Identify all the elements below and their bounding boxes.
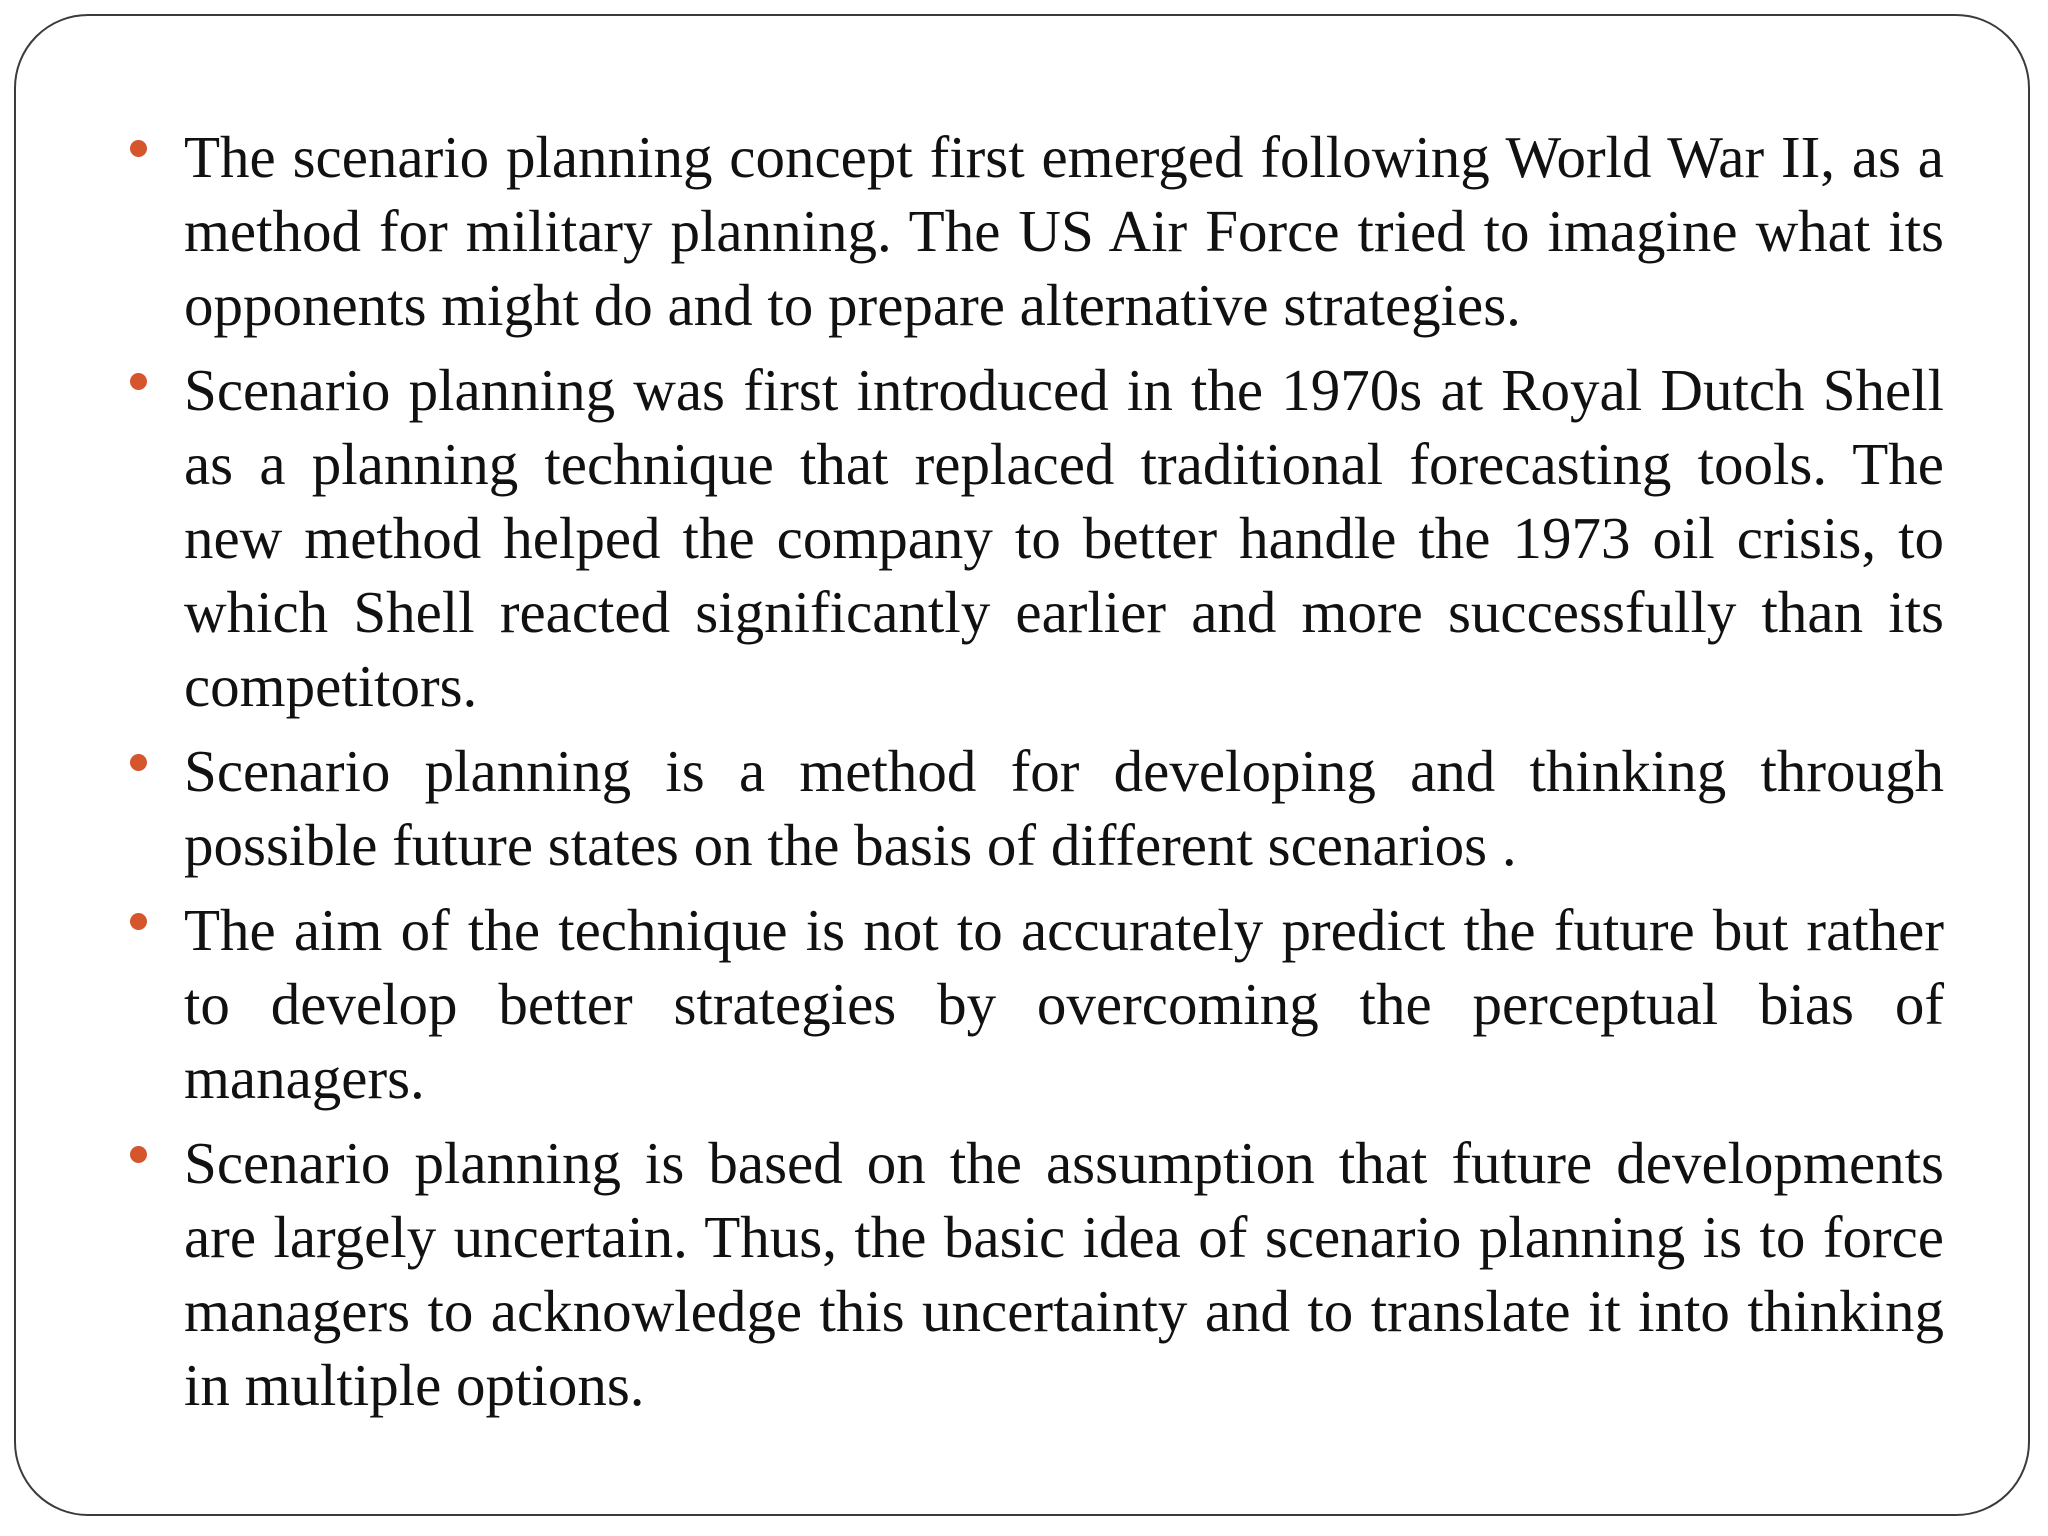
bullet-dot-icon	[130, 1146, 147, 1163]
bullet-item	[124, 353, 1944, 723]
bullet-item	[124, 734, 1944, 882]
bullet-text: The scenario planning concept first emerged following World War II, as a method for military planning. The US Air Force tried to imagine what its opponents might do and to prepare alternative strategies.	[184, 124, 1944, 338]
bullet-item	[124, 120, 1944, 342]
bullet-dot-icon	[130, 373, 147, 390]
bullet-text: The aim of the technique is not to accurately predict the future but rather to develop better strategies by overcoming the perceptual bias of managers.	[184, 897, 1944, 1111]
bullet-list	[124, 120, 1944, 1433]
bullet-text: Scenario planning is a method for developing and thinking through possible future states on the basis of different scenarios .	[184, 738, 1944, 878]
bullet-item	[124, 893, 1944, 1115]
bullet-text: Scenario planning was first introduced in the 1970s at Royal Dutch Shell as a planning technique that replaced traditional forecasting tools. The new method helped the company to better handle the 1973 oil crisis, to which Shell reacted significantly earlier and more successfully than its competitors.	[184, 357, 1944, 719]
bullet-item	[124, 1126, 1944, 1422]
bullet-dot-icon	[130, 754, 147, 771]
slide-frame	[14, 14, 2030, 1516]
bullet-dot-icon	[130, 140, 147, 157]
bullet-text: Scenario planning is based on the assumption that future developments are largely uncertain. Thus, the basic idea of scenario planning is to force managers to acknowledge this uncertainty and to translate it into thinking in multiple options.	[184, 1130, 1944, 1418]
bullet-dot-icon	[130, 913, 147, 930]
